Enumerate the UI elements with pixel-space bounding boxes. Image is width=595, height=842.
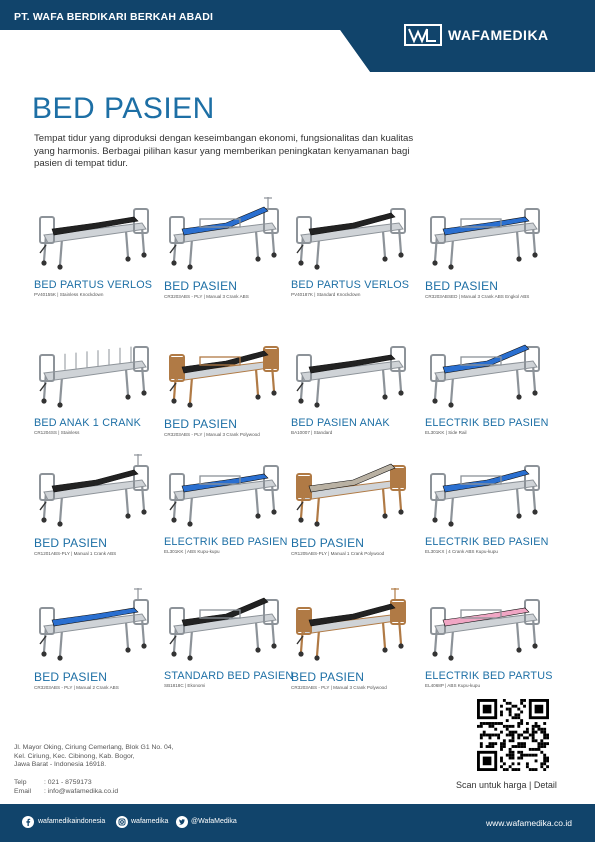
product-card[interactable]: [34, 195, 166, 297]
bed-image: [164, 452, 284, 530]
product-name: BED PASIEN: [164, 279, 238, 293]
facebook-icon[interactable]: [22, 816, 34, 828]
bed-image: [164, 586, 284, 664]
bed-image: [425, 333, 545, 411]
product-name: BED PASIEN: [291, 536, 365, 550]
address-line: Jawa Barat - Indonesia 16918.: [14, 761, 107, 769]
bed-image: [34, 452, 154, 530]
product-card[interactable]: [425, 452, 557, 554]
phone-row: [14, 778, 118, 787]
product-name: BED PASIEN: [164, 417, 238, 431]
product-card[interactable]: [425, 195, 557, 299]
product-code: CR3203ABS - PLY | Manual 3 Crank Polywood: [164, 432, 260, 437]
product-code: BA10007 | Standard: [291, 430, 333, 435]
company-address: [14, 744, 173, 770]
instagram-handle[interactable]: wafamedika: [131, 818, 169, 825]
product-name: ELECTRIK BED PASIEN: [164, 536, 288, 548]
twitter-handle[interactable]: @WafaMedika: [191, 818, 237, 825]
bed-image: [291, 452, 411, 530]
product-code: SB1818C | Ekonomi: [164, 683, 206, 688]
product-name: ELECTRIK BED PASIEN: [425, 417, 549, 429]
bed-image: [34, 333, 154, 411]
email-value[interactable]: : info@wafamedika.co.id: [44, 788, 119, 796]
product-code: CR1205ABS-PLY | Manual 1 Crank Polywood: [291, 551, 385, 556]
product-name: BED PARTUS VERLOS: [291, 279, 410, 291]
product-code: CR1204SS | Stainless: [34, 430, 80, 435]
bed-image: [425, 452, 545, 530]
product-card[interactable]: [291, 452, 423, 556]
product-card[interactable]: [34, 452, 166, 556]
product-name: BED PASIEN: [34, 670, 108, 684]
product-card[interactable]: [34, 586, 166, 690]
product-code: EL301KK | ABS Kupu-kupu: [164, 549, 220, 554]
email-row: [14, 787, 118, 796]
product-card[interactable]: [34, 333, 166, 435]
phone-label: Telp: [14, 779, 27, 786]
product-card[interactable]: [164, 586, 296, 688]
instagram-icon[interactable]: [116, 816, 128, 828]
bed-image: [34, 195, 154, 273]
product-name: BED PASIEN: [34, 536, 108, 550]
product-name: BED PASIEN: [291, 670, 365, 684]
product-name: BED PASIEN: [425, 279, 499, 293]
bed-image: [291, 586, 411, 664]
bed-image: [425, 195, 545, 273]
product-name: BED PASIEN ANAK: [291, 417, 390, 429]
company-name: PT. WAFA BERDIKARI BERKAH ABADI: [14, 11, 214, 23]
bed-image: [34, 586, 154, 664]
product-code: CR3203ABS - PLY | Manual 3 Crank ABS: [164, 294, 249, 299]
product-code: CR1201ABS-PLY | Manual 1 Crank ABS: [34, 551, 117, 556]
page-title: BED PASIEN: [32, 92, 215, 125]
product-name: BED PARTUS VERLOS: [34, 279, 153, 291]
phone-value[interactable]: : 021 - 8759173: [44, 779, 92, 786]
product-code: EL4068P | ABS Kupu-kupu: [425, 683, 480, 688]
product-card[interactable]: [291, 586, 423, 690]
bed-image: [164, 333, 284, 411]
address-line: Jl. Mayor Oking, Ciriung Cemerlang, Blok G1 No. 04,: [14, 744, 174, 751]
product-code: EL301KX | 4 Crank ABS Kupu-kupu: [425, 549, 498, 554]
twitter-icon[interactable]: [176, 816, 188, 828]
brand-name: WAFAMEDIKA: [448, 27, 549, 43]
bed-image: [425, 586, 545, 664]
facebook-handle[interactable]: wafamedikaindonesia: [38, 818, 106, 825]
product-code: PV40187K | Standard Knockdown: [291, 292, 361, 297]
product-code: CR3203ABS - PLY | Manual 3 Crank Polywood: [291, 685, 387, 690]
qr-caption: Scan untuk harga | Detail: [456, 780, 557, 790]
product-code: CR3203ABSED | Manual 3 Crank ABS Engkol ABS: [425, 294, 530, 299]
product-code: EL301KK | Side Rail: [425, 430, 467, 435]
product-name: ELECTRIK BED PASIEN: [425, 536, 549, 548]
contact-info: [14, 778, 118, 796]
bed-image: [291, 333, 411, 411]
website-link[interactable]: www.wafamedika.co.id: [486, 818, 572, 828]
product-code: CR3203ABS - PLY | Manual 2 Crank ABS: [34, 685, 119, 690]
product-card[interactable]: [164, 333, 296, 437]
bed-image: [291, 195, 411, 273]
product-code: PV40155K | Stainless Knockdown: [34, 292, 104, 297]
product-card[interactable]: [425, 333, 557, 435]
brand-logo-mark: [404, 24, 442, 46]
product-name: ELECTRIK BED PARTUS: [425, 670, 553, 682]
product-name: STANDARD BED PASIEN: [164, 670, 294, 682]
bed-image: [164, 195, 284, 273]
qr-code[interactable]: [477, 699, 549, 771]
product-card[interactable]: [164, 195, 296, 299]
email-label: Email: [14, 788, 31, 796]
address-line: Kel. Ciriung, Kec. Cibinong, Kab. Bogor,: [14, 752, 135, 760]
intro-text: Tempat tidur yang diproduksi dengan keseimbangan ekonomi, fungsionalitas dan kualitas yang harmonis. Berbagai pilihan kasur yang memberikan peningkatan kenyamanan bagi pasien di tempat tidur.: [34, 133, 414, 169]
product-card[interactable]: [291, 333, 423, 435]
product-card[interactable]: [291, 195, 423, 297]
product-card[interactable]: [425, 586, 557, 688]
product-name: BED ANAK 1 CRANK: [34, 417, 142, 429]
product-card[interactable]: [164, 452, 296, 554]
